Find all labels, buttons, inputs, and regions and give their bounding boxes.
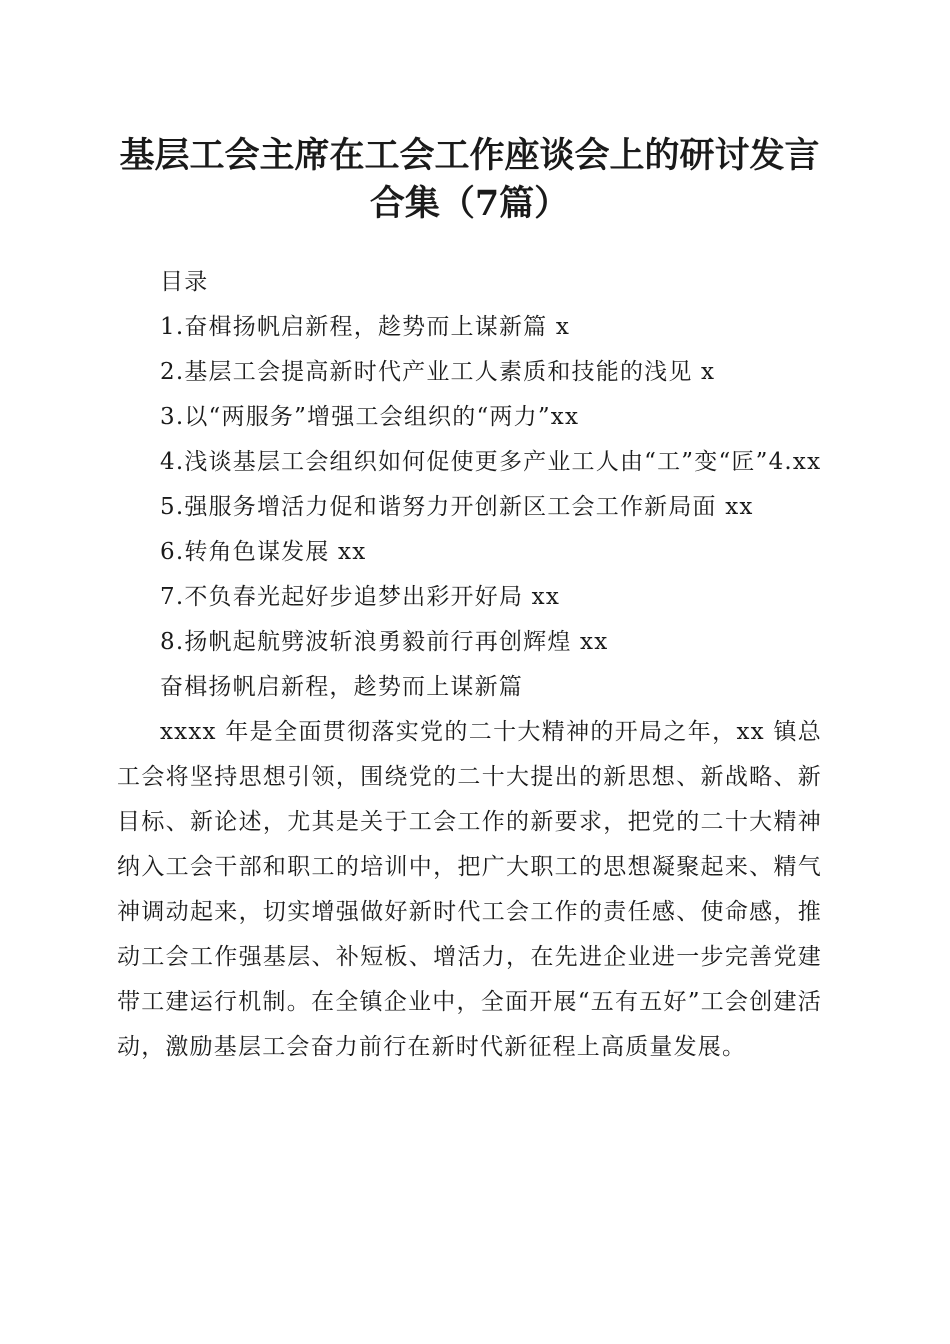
toc-item-8: 8.扬帆起航劈波斩浪勇毅前行再创辉煌 xx — [160, 629, 609, 655]
table-of-contents — [117, 260, 822, 665]
section-heading: 奋楫扬帆启新程，趁势而上谋新篇 — [160, 674, 523, 700]
document-title — [117, 132, 822, 228]
title-line-1: 基层工会主席在工会工作座谈会上的研讨发言 — [119, 135, 820, 176]
toc-item-4: 4.浅谈基层工会组织如何促使更多产业工人由“工”变“匠”4.xx — [160, 449, 822, 475]
toc-item-3: 3.以“两服务”增强工会组织的“两力”xx — [160, 404, 580, 430]
toc-heading: 目录 — [160, 269, 209, 295]
toc-item-5: 5.强服务增活力促和谐努力开创新区工会工作新局面 xx — [160, 494, 754, 520]
toc-item-2: 2.基层工会提高新时代产业工人素质和技能的浅见 x — [160, 359, 716, 385]
document-page — [117, 132, 822, 1070]
toc-item-1: 1.奋楫扬帆启新程，趁势而上谋新篇 x — [160, 314, 571, 340]
title-line-2: 合集（7篇） — [369, 183, 570, 224]
body-paragraph: xxxx 年是全面贯彻落实党的二十大精神的开局之年，xx 镇总工会将坚持思想引领，围绕党的二十大提出的新思想、新战略、新目标、新论述，尤其是关于工会工作的新要求，把党的二十大精神纳入工会干部和职工的培训中，把广大职工的思想凝聚起来、精气神调动起来，切实增强做好新时代工会工作的责任感、使命感，推动工会工作强基层、补短板、增活力，在先进企业进一步完善党建带工建运行机制。在全镇企业中，全面开展“五有五好”工会创建活动，激励基层工会奋力前行在新时代新征程上高质量发展。 — [117, 719, 822, 1060]
toc-item-7: 7.不负春光起好步追梦出彩开好局 xx — [160, 584, 560, 610]
toc-item-6: 6.转角色谋发展 xx — [160, 539, 367, 565]
